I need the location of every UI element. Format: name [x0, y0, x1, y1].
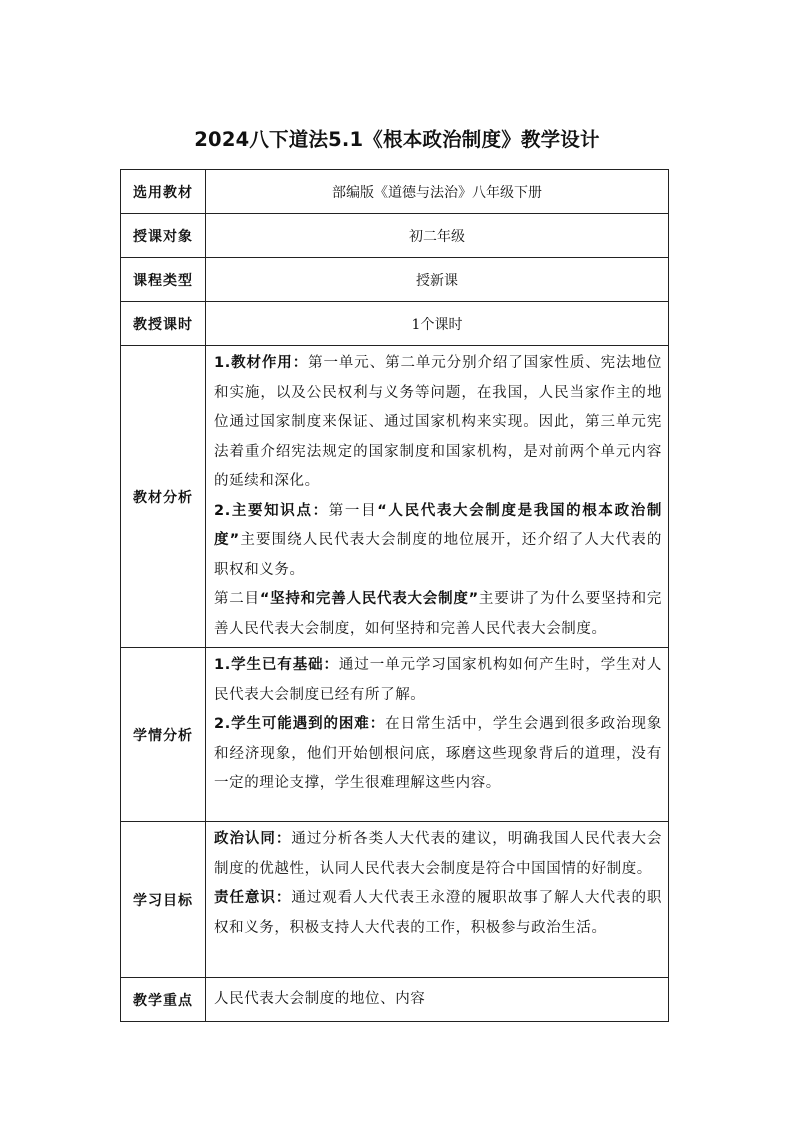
table-row	[121, 346, 669, 648]
row-label: 选用教材	[121, 170, 206, 214]
table-row	[121, 214, 669, 258]
row-label: 教材分析	[121, 346, 206, 648]
course-type-value: 授新课	[206, 258, 669, 302]
paragraph-text: 第二目	[214, 591, 260, 607]
paragraph	[214, 825, 662, 884]
bold-heading: 政治认同：	[214, 831, 292, 847]
paragraph	[214, 710, 662, 799]
paragraph	[214, 651, 662, 710]
paragraph	[214, 585, 662, 644]
bold-quote: “坚持和完善人民代表大会制度”	[259, 591, 479, 607]
paragraph-text: 主要围绕人民代表大会制度的地位展开，还介绍了人大代表的职权和义务。	[214, 532, 663, 578]
paragraph-text: 通过分析各类人大代表的建议，明确我国人民代表大会制度的优越性，认同人民代表大会制度是符合中国国情的好制度。	[214, 831, 663, 877]
bold-heading: 1.学生已有基础：	[214, 657, 339, 673]
table-row	[121, 822, 669, 978]
table-row	[121, 648, 669, 822]
bold-heading: 1.教材作用：	[214, 355, 309, 371]
row-label: 教学重点	[121, 978, 206, 1022]
paragraph-text: 在日常生活中，学生会遇到很多政治现象和经济现象，他们开始刨根问底，琢磨这些现象背后的道理，没有一定的理论支撑，学生很难理解这些内容。	[214, 716, 662, 791]
page-title: 2024八下道法5.1《根本政治制度》教学设计	[194, 128, 600, 151]
hours-value: 1个课时	[206, 302, 669, 346]
bold-quote: “人民代表大会制度是我国的根本政治制度”	[214, 502, 662, 548]
paragraph-text: 第一单元、第二单元分别介绍了国家性质、宪法地位和实施，以及公民权利与义务等问题，在我国，人民当家作主的地位通过国家制度来保证、通过国家机构来实现。因此，第三单元宪法着重介绍宪法规定的国家制度和国家机构，是对前两个单元内容的延续和深化。	[214, 355, 662, 489]
table-row	[121, 978, 669, 1022]
textbook-value: 部编版《道德与法治》八年级下册	[206, 170, 669, 214]
paragraph-text: 通过一单元学习国家机构如何产生时，学生对人民代表大会制度已经有所了解。	[214, 657, 662, 703]
table-row	[121, 302, 669, 346]
row-label: 教授课时	[121, 302, 206, 346]
bold-heading: 2.学生可能遇到的困难：	[214, 716, 386, 732]
audience-value: 初二年级	[206, 214, 669, 258]
bold-heading: 责任意识：	[214, 890, 292, 906]
paragraph	[214, 884, 662, 943]
paragraph-text: 主要讲了为什么要坚持和完善人民代表大会制度，如何坚持和完善人民代表大会制度。	[214, 591, 662, 637]
paragraph	[214, 497, 662, 586]
lesson-plan-table	[120, 169, 669, 1022]
row-label: 学情分析	[121, 648, 206, 822]
student-analysis-cell	[206, 648, 669, 822]
learning-goals-cell	[206, 822, 669, 978]
paragraph-text: 通过观看人大代表王永澄的履职故事了解人大代表的职权和义务，积极支持人大代表的工作，积极参与政治生活。	[214, 890, 663, 936]
textbook-analysis-cell	[206, 346, 669, 648]
table-row	[121, 170, 669, 214]
bold-heading: 2.主要知识点：	[214, 502, 329, 519]
row-label: 学习目标	[121, 822, 206, 978]
table-row	[121, 258, 669, 302]
key-points-value: 人民代表大会制度的地位、内容	[206, 978, 669, 1022]
row-label: 授课对象	[121, 214, 206, 258]
row-label: 课程类型	[121, 258, 206, 302]
paragraph	[214, 349, 662, 497]
paragraph-text: 第一目	[328, 502, 378, 519]
